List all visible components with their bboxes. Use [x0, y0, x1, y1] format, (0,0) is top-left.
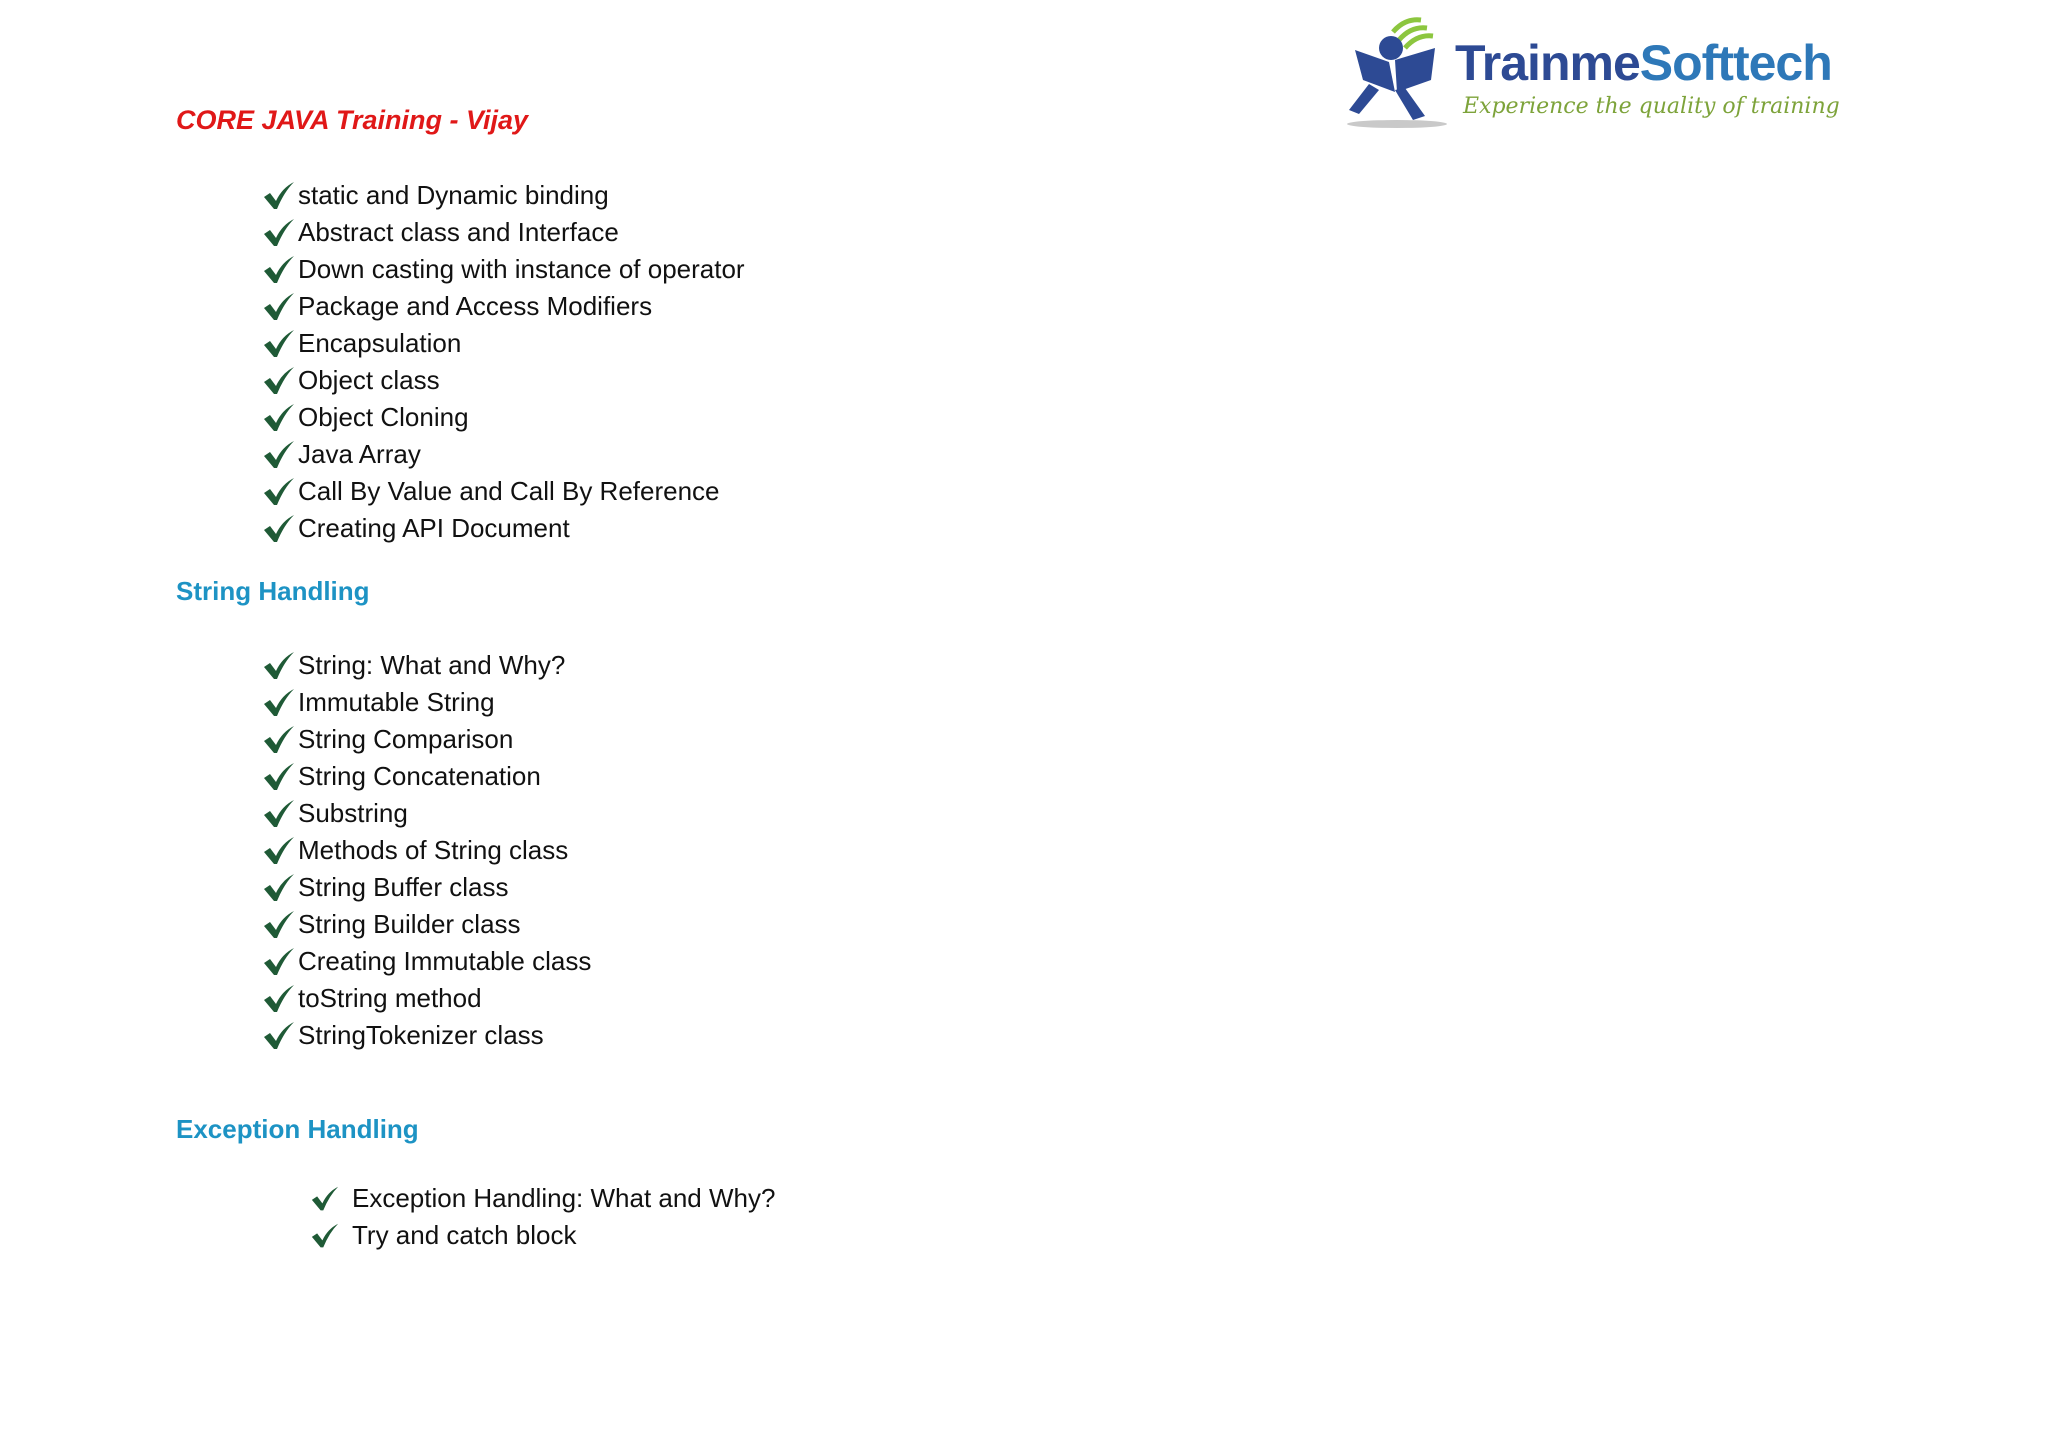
checkmark-icon	[262, 513, 296, 545]
checkmark-icon	[262, 1020, 296, 1052]
checkmark-icon	[310, 1185, 340, 1213]
list-item-text: Immutable String	[298, 687, 495, 717]
logo-name-part1: Trainme	[1455, 35, 1640, 91]
list-item	[262, 510, 745, 547]
checkmark-icon	[310, 1222, 340, 1250]
list-item	[262, 832, 591, 869]
checkmark-icon	[262, 439, 296, 471]
checkmark-icon	[262, 291, 296, 323]
checkmark-icon	[262, 650, 296, 682]
list-item	[262, 1017, 591, 1054]
checkmark-icon	[262, 798, 296, 830]
checkmark-icon	[262, 217, 296, 249]
list-item	[262, 721, 591, 758]
list-item-text: Methods of String class	[298, 835, 569, 865]
topic-list-string-handling	[262, 647, 591, 1054]
topic-list-exception-handling	[306, 1180, 775, 1254]
list-item-text: Object Cloning	[298, 402, 469, 432]
checkmark-icon	[262, 761, 296, 793]
list-item	[262, 214, 745, 251]
list-item-text: Package and Access Modifiers	[298, 291, 653, 321]
list-item-text: String: What and Why?	[298, 650, 566, 680]
list-item	[262, 980, 591, 1017]
list-item-text: String Buffer class	[298, 872, 509, 902]
checkmark-icon	[262, 328, 296, 360]
list-item-text: String Builder class	[298, 909, 521, 939]
list-item	[262, 251, 745, 288]
checkmark-icon	[262, 402, 296, 434]
logo-name-part2: Softtech	[1639, 35, 1832, 91]
list-item-text: Encapsulation	[298, 328, 462, 358]
checkmark-icon	[262, 983, 296, 1015]
checkmark-icon	[262, 476, 296, 508]
checkmark-icon	[262, 180, 296, 212]
list-item-text: Creating API Document	[298, 513, 570, 543]
list-item	[262, 436, 745, 473]
brand-logo	[1335, 10, 1840, 130]
list-item-text: String Concatenation	[298, 761, 541, 791]
list-item	[306, 1217, 775, 1254]
checkmark-icon	[262, 872, 296, 904]
section-heading-string-handling: String Handling	[176, 576, 370, 606]
document-title: CORE JAVA Training - Vijay	[176, 105, 529, 135]
list-item-text: Call By Value and Call By Reference	[298, 476, 720, 506]
list-item-text: Java Array	[298, 439, 421, 469]
list-item	[262, 399, 745, 436]
list-item	[306, 1180, 775, 1217]
list-item	[262, 758, 591, 795]
list-item-text: Abstract class and Interface	[298, 217, 619, 247]
checkmark-icon	[262, 835, 296, 867]
list-item-text: static and Dynamic binding	[298, 180, 609, 210]
checkmark-icon	[262, 365, 296, 397]
checkmark-icon	[262, 254, 296, 286]
list-item-text: Object class	[298, 365, 440, 395]
list-item	[262, 869, 591, 906]
checkmark-icon	[262, 687, 296, 719]
list-item	[262, 362, 745, 399]
logo-running-figure-icon	[1335, 10, 1460, 130]
list-item	[262, 684, 591, 721]
section-heading-exception-handling: Exception Handling	[176, 1114, 419, 1144]
list-item-text: Down casting with instance of operator	[298, 254, 745, 284]
list-item	[262, 177, 745, 214]
list-item	[262, 325, 745, 362]
checkmark-icon	[262, 909, 296, 941]
checkmark-icon	[262, 724, 296, 756]
checkmark-icon	[262, 946, 296, 978]
topic-list-core	[262, 177, 745, 547]
list-item-text: StringTokenizer class	[298, 1020, 544, 1050]
list-item-text: Substring	[298, 798, 408, 828]
list-item	[262, 288, 745, 325]
list-item-text: Creating Immutable class	[298, 946, 592, 976]
list-item-text: toString method	[298, 983, 482, 1013]
logo-wordmark	[1455, 35, 1832, 91]
list-item	[262, 795, 591, 832]
list-item	[262, 473, 745, 510]
list-item-text: String Comparison	[298, 724, 514, 754]
logo-tagline: Experience the quality of training	[1463, 94, 1840, 119]
list-item-text: Try and catch block	[352, 1220, 577, 1250]
list-item	[262, 906, 591, 943]
list-item-text: Exception Handling: What and Why?	[352, 1183, 776, 1213]
list-item	[262, 647, 591, 684]
list-item	[262, 943, 591, 980]
